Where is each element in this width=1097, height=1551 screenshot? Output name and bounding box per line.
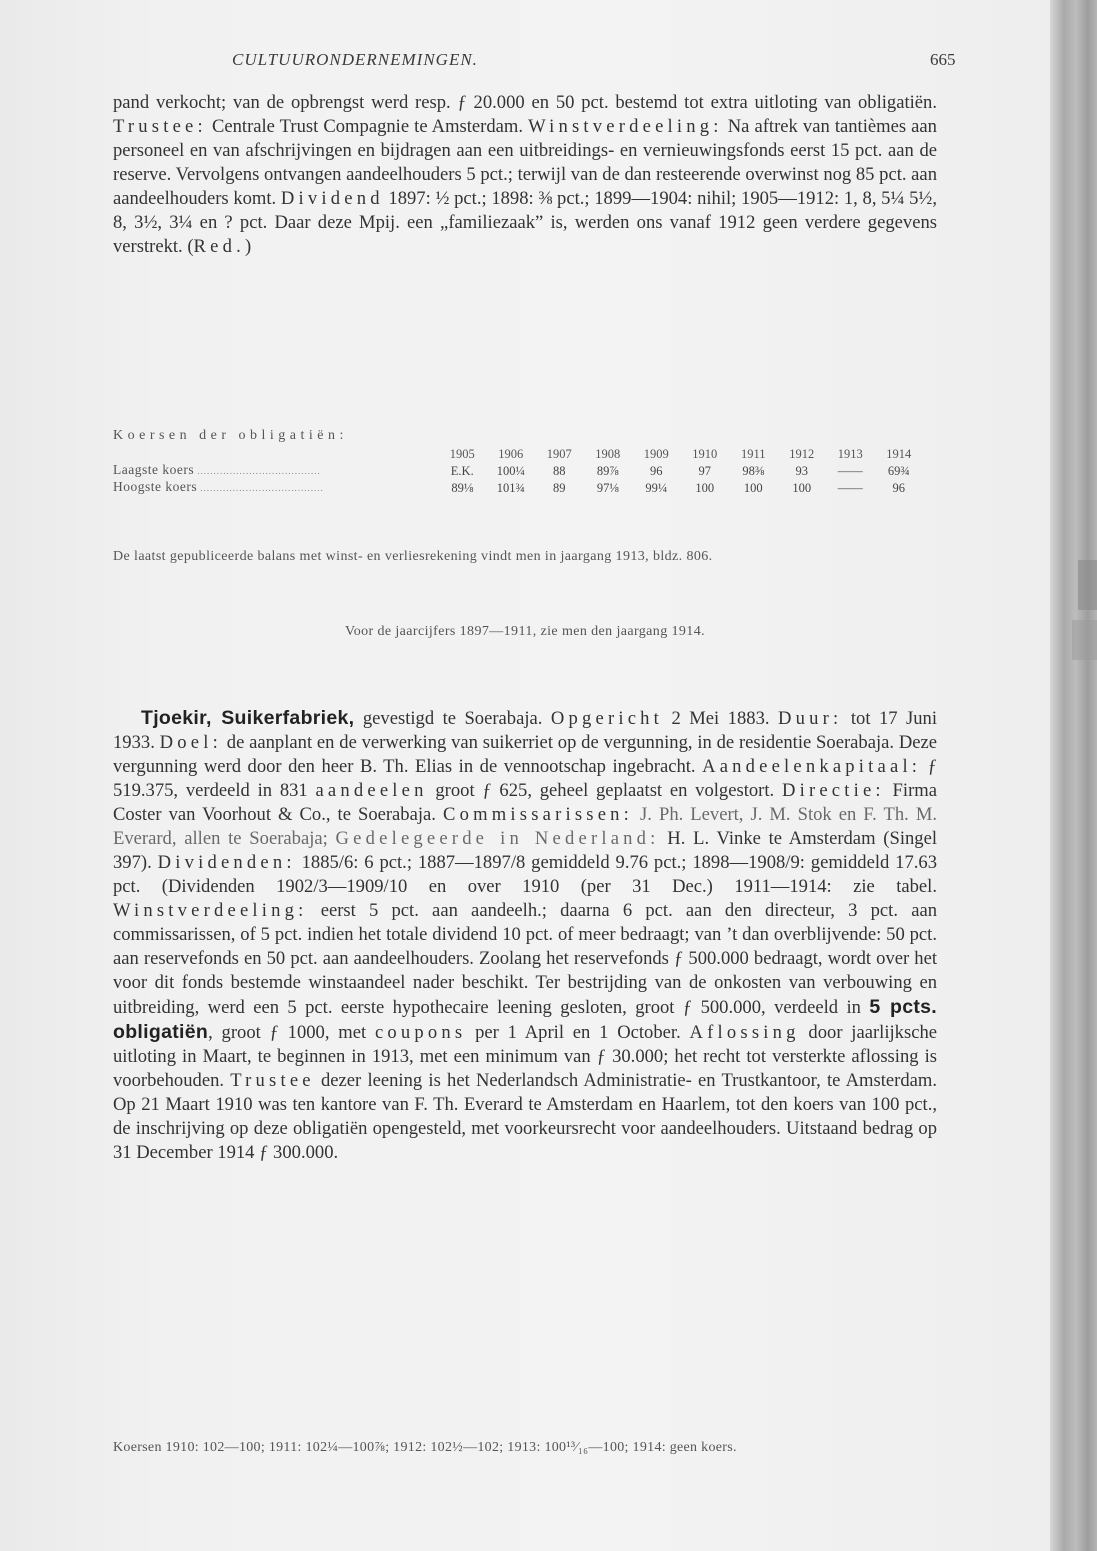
year-header: 1910 bbox=[692, 447, 718, 461]
year-header: 1905 bbox=[449, 447, 475, 461]
table-cell: 93 bbox=[795, 463, 808, 478]
table-cell: 100¼ bbox=[496, 463, 525, 478]
book-gutter-edge bbox=[1050, 0, 1097, 1551]
red-label: Red. bbox=[193, 236, 245, 257]
year-header: 1906 bbox=[498, 447, 524, 461]
duur-label: Duur: bbox=[778, 708, 843, 729]
aflossing-label: Aflossing bbox=[689, 1022, 800, 1043]
commissarissen-label: Commissarissen: bbox=[442, 804, 634, 825]
winstverdeeling-label: Winstverdeeling: bbox=[528, 116, 723, 137]
leader-dots: ...................................... bbox=[197, 466, 321, 476]
table-cell: 96 bbox=[892, 480, 905, 495]
obligatien-label: 5 pcts. obligatiën bbox=[113, 996, 937, 1043]
page-number: 665 bbox=[930, 50, 956, 69]
coupons-label: coupons bbox=[374, 1022, 467, 1043]
table-cell: —— bbox=[837, 480, 863, 495]
price-history-line: Koersen 1910: 102—100; 1911: 102¼—100⅞; 1912: 102½—102; 1913: 100¹³⁄₁₆—100; 1914: geen koers. bbox=[113, 1440, 737, 1455]
row-label: Hoogste koers bbox=[113, 479, 198, 494]
year-header: 1908 bbox=[595, 447, 621, 461]
trustee-label: Trustee bbox=[230, 1070, 315, 1091]
yearfigures-reference-note: Voor de jaarcijfers 1897—1911, zie men den jaargang 1914. bbox=[345, 624, 705, 639]
year-header: 1912 bbox=[789, 447, 815, 461]
table-cell: 89⅞ bbox=[596, 463, 619, 478]
trustee-label: Trustee: bbox=[113, 116, 207, 137]
table-cell: 96 bbox=[650, 463, 663, 478]
year-header-row bbox=[113, 446, 923, 462]
year-header: 1911 bbox=[740, 447, 766, 461]
gedelegeerde-label: Gedelegeerde in Nederland: bbox=[335, 828, 660, 849]
dividenden-label: Dividenden: bbox=[157, 852, 296, 873]
opgericht-label: Opgericht bbox=[550, 708, 664, 729]
table-cell: 101¾ bbox=[496, 480, 525, 495]
company-entry-tjoekir: Tjoekir, Suikerfabriek, gevestigd te Soerabaja. Opgericht 2 Mei 1883. Duur: tot 17 Juni 1933. Doel: de aanplant en de verwerking van suikerriet op de vergunning, in de residentie Soerabaja. Deze vergunning werd door den heer B. Th. Elias in de vennootschap ingebracht. Aandeelenkapitaal: ƒ 519.375, verdeeld in 831 aandeelen groot ƒ 625, geheel geplaatst en volgestort. Directie: Firma Coster van Voorhout & Co., te Soerabaja. Commissarissen: J. Ph. Levert, J. M. Stok en F. Th. M. Everard, allen te Soerabaja; Gedelegeerde in Nederland: H. L. Vinke te Amsterdam (Singel 397). Dividenden: 1885/6: 6 pct.; 1887—1897/8 gemiddeld 9.76 pct.; 1898—1908/9: gemiddeld 17.63 pct. (Dividenden 1902/3—1909/10 en over 1910 (per 31 Dec.) 1911—1914: zie tabel. Winstverdeeling: eerst 5 pct. aan aandeelh.; daarna 6 pct. aan den directeur, 3 pct. aan commissarissen, of 5 pct. indien het totale dividend 10 pct. of meer bedraagt; van ’t dan overblijvende: 50 pct. aan reservefonds en 50 pct. aan aandeelhouders. Zoolang het reservefonds ƒ 500.000 bedraagt, wordt over het voor dit fonds bestemde winstaandeel nader beschikt. Ter bestrijding van de onkosten van verbouwing en uitbreiding, werd een 5 pct. eerste hypothecaire leening gesloten, groot ƒ 500.000, verdeeld in 5 pcts. obligatiën, groot ƒ 1000, met coupons per 1 April en 1 October. Aflossing door jaarlijksche uitloting in Maart, te beginnen in 1913, met een minimum van ƒ 30.000; het recht tot versterkte aflossing is voorbehouden. Trustee dezer leening is het Nederlandsch Administratie- en Trustkantoor, te Amsterdam. Op 21 Maart 1910 was ten kantore van F. Th. Everard te Amsterdam en Haarlem, tot den koers van 100 pct., de inschrijving op deze obligatiën opengesteld, met voorkeursrecht voor aandeelhouders. Uitstaand bedrag op 31 December 1914 ƒ 300.000. bbox=[113, 707, 938, 1163]
bond-prices-title: Koersen der obligatiën: bbox=[113, 428, 348, 443]
running-head bbox=[0, 50, 1050, 74]
balance-reference-note: De laatst gepubliceerde balans met winst- en verliesrekening vindt men in jaargang 1913, bldz. 806. bbox=[113, 549, 713, 564]
aandeelenkapitaal-label: Aandeelenkapitaal: bbox=[702, 756, 922, 777]
table-cell: 97 bbox=[698, 463, 711, 478]
table-cell: 88 bbox=[553, 463, 566, 478]
bond-prices-section bbox=[113, 428, 937, 496]
dividend-label: Dividend bbox=[280, 188, 384, 209]
year-header: 1907 bbox=[546, 447, 572, 461]
aandeelen-label: aandeelen bbox=[315, 780, 428, 801]
table-cell: E.K. bbox=[450, 463, 474, 478]
directie-label: Directie: bbox=[781, 780, 885, 801]
table-cell: 97⅛ bbox=[596, 480, 619, 495]
row-label: Laagste koers bbox=[113, 462, 195, 477]
running-title: CULTUURONDERNEMINGEN. bbox=[232, 50, 478, 69]
table-cell: 100 bbox=[792, 480, 812, 495]
year-header: 1914 bbox=[886, 447, 912, 461]
table-row-lowest-price bbox=[113, 462, 923, 479]
leader-dots: ...................................... bbox=[200, 483, 324, 493]
year-header: 1909 bbox=[643, 447, 669, 461]
table-cell: 100 bbox=[695, 480, 715, 495]
company-name: Tjoekir, Suikerfabriek, bbox=[141, 707, 355, 729]
table-cell: 89⅛ bbox=[451, 480, 474, 495]
table-cell: 99¼ bbox=[645, 480, 668, 495]
table-cell: 98⅜ bbox=[742, 463, 765, 478]
year-header: 1913 bbox=[837, 447, 863, 461]
table-cell: 69¾ bbox=[887, 463, 910, 478]
table-cell: —— bbox=[837, 463, 863, 478]
table-cell: 100 bbox=[743, 480, 763, 495]
table-row-highest-price bbox=[113, 479, 923, 496]
bond-prices-table bbox=[113, 446, 923, 496]
previous-entry-paragraph: pand verkocht; van de opbrengst werd resp. ƒ 20.000 en 50 pct. bestemd tot extra uitloting van obligatiën. Trustee: Centrale Trust Compagnie te Amsterdam. Winstverdeeling: Na aftrek van tantièmes aan personeel en van afschrijvingen en bijdragen aan een uitbreidings- en vernieuwingsfonds eerst 15 pct. aan de reserve. Vervolgens ontvangen aandeelhouders 5 pct.; terwijl van de dan resteerende overwinst nog 85 pct. aan aandeelhouders komt. Dividend 1897: ½ pct.; 1898: ⅜ pct.; 1899—1904: nihil; 1905—1912: 1, 8, 5¼ 5½, 8, 3½, 3¼ en ? pct. Daar deze Mpij. een „familiezaak” is, werden ons vanaf 1912 geen verdere gegevens verstrekt. (Red.) bbox=[113, 92, 937, 257]
table-cell: 89 bbox=[553, 480, 566, 495]
winstverdeeling-label: Winstverdeeling: bbox=[113, 900, 308, 921]
doel-label: Doel: bbox=[159, 732, 222, 753]
